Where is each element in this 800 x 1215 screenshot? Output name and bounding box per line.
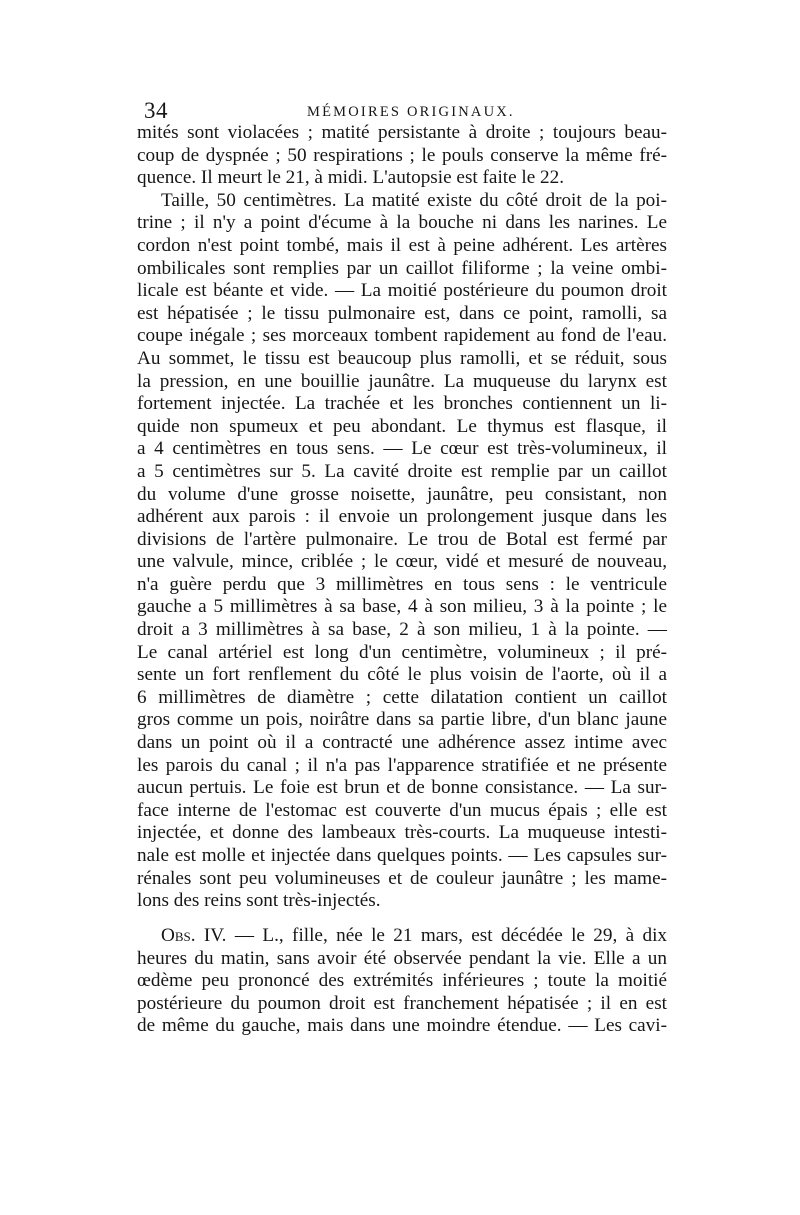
text-line — [137, 925, 667, 948]
text-line: n'a guère perdu que 3 millimètres en tous sens : le ventricule — [137, 573, 667, 595]
text-line: œdème peu prononcé des extrémités inférieures ; toute la moitié — [137, 970, 667, 992]
text-line: trine ; il n'y a point d'écume à la bouche ni dans les narines. Le — [137, 212, 667, 234]
text-line: de même du gauche, mais dans une moindre étendue. — Les cavi- — [137, 1015, 667, 1037]
running-title: MÉMOIRES ORIGINAUX. — [307, 104, 515, 120]
text-line: coup de dyspnée ; 50 respirations ; le pouls conserve la même fré- — [137, 144, 667, 166]
text-line: lons des reins sont très-injectés. — [137, 890, 381, 912]
text-line: divisions de l'artère pulmonaire. Le trou de Botal est fermé par — [137, 528, 667, 550]
page-number: 34 — [144, 98, 168, 123]
observation-first-line: — L., fille, née le 21 mars, est décédée le 29, à dix — [226, 925, 668, 946]
text-line: sente un fort renflement du côté le plus voisin de l'aorte, où il a — [137, 664, 667, 686]
text-line: quide non spumeux et peu abondant. Le thymus est flasque, il — [137, 415, 667, 437]
running-head — [137, 98, 667, 124]
text-line: est hépatisée ; le tissu pulmonaire est, dans ce point, ramolli, sa — [137, 302, 667, 324]
text-line: Au sommet, le tissu est beaucoup plus ramolli, et se réduit, sous — [137, 347, 667, 369]
text-line: Taille, 50 centimètres. La matité existe du côté droit de la poi- — [161, 189, 667, 211]
text-line: injectée, et donne des lambeaux très-courts. La muqueuse intesti- — [137, 822, 667, 844]
text-line: ombilicales sont remplies par un caillot filiforme ; la veine ombi- — [137, 257, 667, 279]
text-line: une valvule, mince, criblée ; le cœur, vidé et mesuré de nouveau, — [137, 551, 667, 573]
text-line: les parois du canal ; il n'a pas l'apparence stratifiée et ne présente — [137, 754, 667, 776]
text-line: heures du matin, sans avoir été observée pendant la vie. Elle a un — [137, 947, 667, 969]
text-line: adhérent aux parois : il envoie un prolongement jusque dans les — [137, 506, 667, 528]
text-line: du volume d'une grosse noisette, jaunâtre, peu consistant, non — [137, 483, 667, 505]
text-line: Le canal artériel est long d'un centimètre, volumineux ; il pré- — [137, 641, 667, 663]
text-line: 6 millimètres de diamètre ; cette dilatation contient un caillot — [137, 686, 667, 708]
text-line: quence. Il meurt le 21, à midi. L'autopsie est faite le 22. — [137, 167, 565, 189]
text-line: aucun pertuis. Le foie est brun et de bonne consistance. — La sur- — [137, 777, 667, 799]
text-line: nale est molle et injectée dans quelques points. — Les capsules sur- — [137, 845, 667, 866]
text-line: rénales sont peu volumineuses et de couleur jaunâtre ; les mame- — [137, 867, 667, 889]
text-line: postérieure du poumon droit est franchement hépatisée ; il en est — [137, 992, 667, 1014]
text-line: dans un point où il a contracté une adhérence assez intime avec — [137, 732, 667, 754]
text-line: coupe inégale ; ses morceaux tombent rapidement au fond de l'eau. — [137, 325, 667, 347]
text-line: gros comme un pois, noirâtre dans sa partie libre, d'un blanc jaune — [137, 709, 667, 731]
paragraph-continuation — [137, 122, 667, 190]
text-line: fortement injectée. La trachée et les bronches contiennent un li- — [137, 393, 667, 415]
observation-iv-paragraph — [137, 925, 667, 1038]
text-line: cordon n'est point tombé, mais il est à peine adhérent. Les artères — [137, 234, 667, 256]
text-line: la pression, en une bouillie jaunâtre. La muqueuse du larynx est — [137, 370, 667, 392]
text-line: a 5 centimètres sur 5. La cavité droite est remplie par un caillot — [137, 460, 667, 482]
paragraph-autopsy — [137, 190, 667, 913]
text-line: face interne de l'estomac est couverte d'un mucus épais ; elle est — [137, 799, 667, 821]
text-line: mités sont violacées ; matité persistante à droite ; toujours beau- — [137, 122, 667, 143]
observation-label: Obs. IV. — [161, 925, 227, 946]
text-line: a 4 centimètres en tous sens. — Le cœur est très-volumineux, il — [137, 438, 667, 460]
text-line: droit a 3 millimètres à sa base, 2 à son milieu, 1 à la pointe. — — [137, 619, 667, 641]
body-text — [137, 122, 667, 913]
text-line: licale est béante et vide. — La moitié postérieure du poumon droit — [137, 280, 667, 302]
text-line: gauche a 5 millimètres à sa base, 4 à son milieu, 3 à la pointe ; le — [137, 596, 667, 618]
